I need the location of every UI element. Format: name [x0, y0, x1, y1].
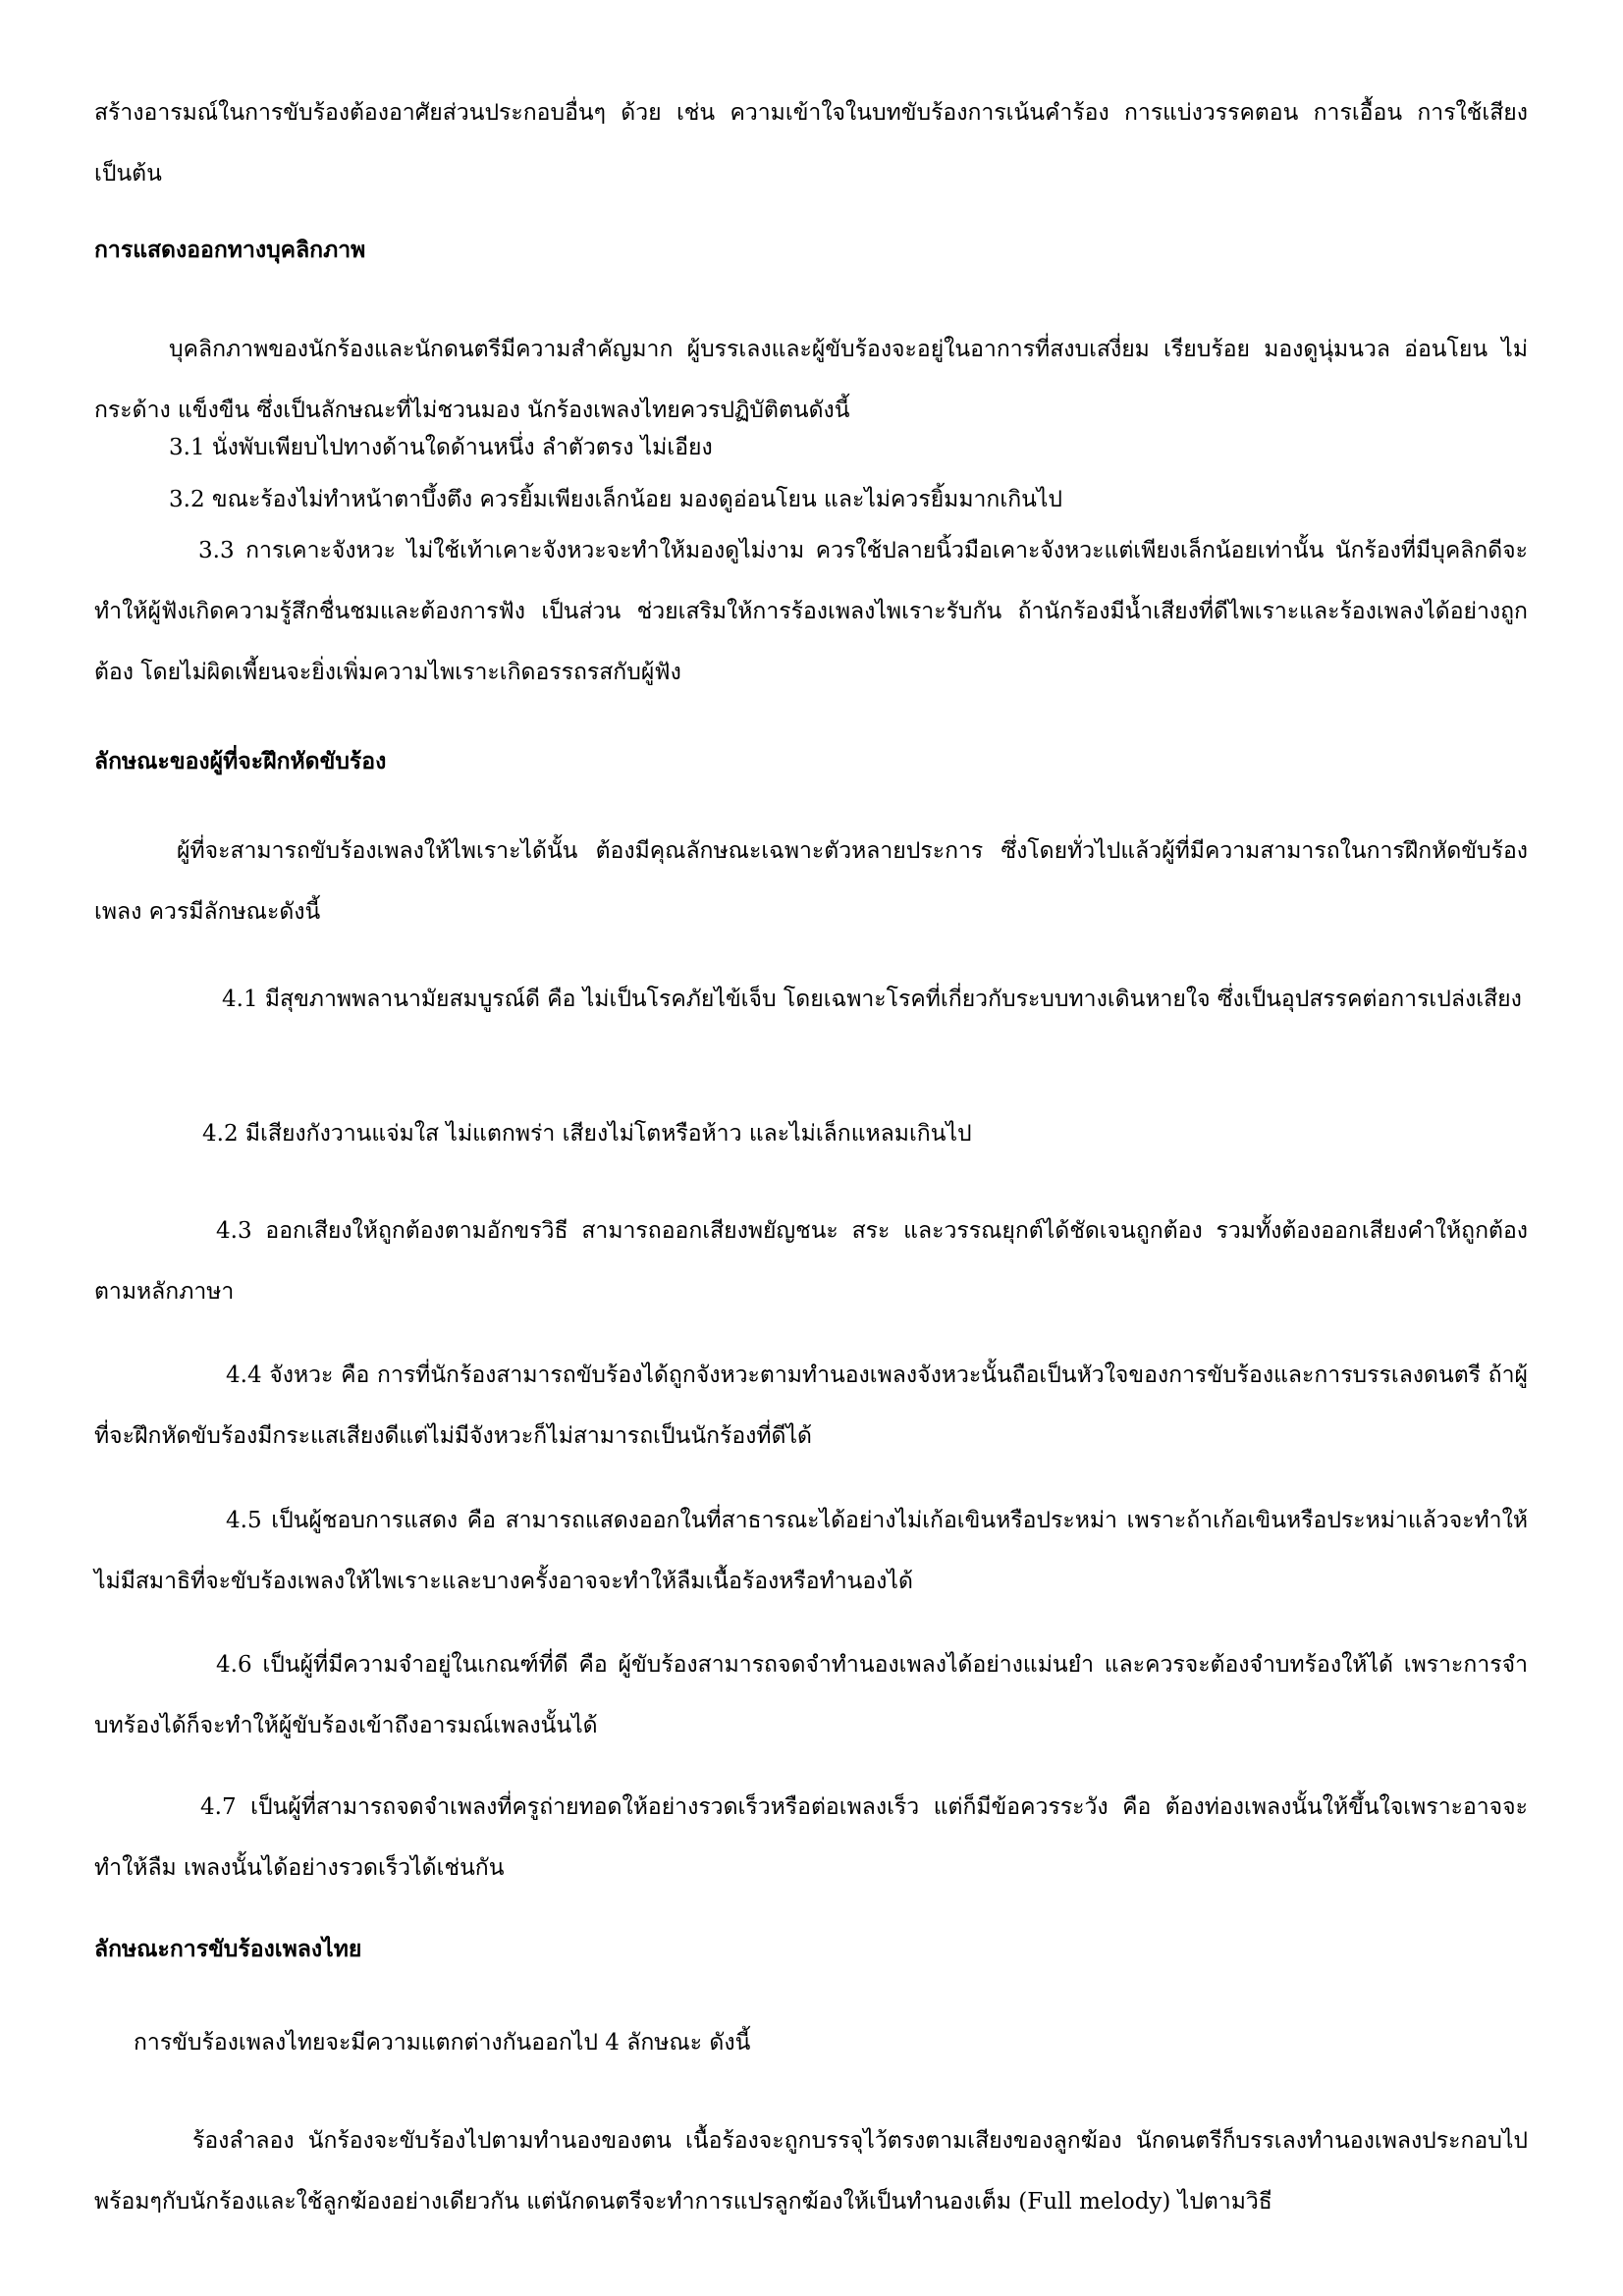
- heading-personality: การแสดงออกทางบุคลิกภาพ: [94, 237, 366, 263]
- trainee-item-4-4: 4.4 จังหวะ คือ การที่นักร้องสามารถขับร้องได้ถูกจังหวะตามทำนองเพลงจังหวะนั้นถือเป็นหัวใจของการขับร้องและการบรรเลงดนตรี ถ้าผู้ที่จะฝึกหัดขับร้องมีกระแสเสียงดีแต่ไม่มีจังหวะก็ไม่สามารถเป็นนักร้องที่ดีได้: [94, 1362, 1528, 1449]
- trainee-item-4-2: 4.2 มีเสียงกังวานแจ่มใส ไม่แตกพร่า เสียงไม่โตหรือห้าว และไม่เล็กแหลมเกินไป: [202, 1121, 972, 1147]
- personality-item-3-2: 3.2 ขณะร้องไม่ทำหน้าตาบึ้งตึง ควรยิ้มเพียงเล็กน้อย มองดูอ่อนโยน และไม่ควรยิ้มมากเกินไป: [169, 487, 1063, 512]
- trainee-item-4-6: 4.6 เป็นผู้ที่มีความจำอยู่ในเกณฑ์ที่ดี คือ ผู้ขับร้องสามารถจดจำทำนองเพลงได้อย่างแม่นยำ และควรจะต้องจำบทร้องให้ได้ เพราะการจำบทร้องได้ก็จะทำให้ผู้ขับร้องเข้าถึงอารมณ์เพลงนั้นได้: [94, 1652, 1528, 1738]
- trainee-item-4-5: 4.5 เป็นผู้ชอบการแสดง คือ สามารถแสดงออกในที่สาธารณะได้อย่างไม่เก้อเขินหรือประหม่า เพราะถ้าเก้อเขินหรือประหม่าแล้วจะทำให้ไม่มีสมาธิที่จะขับร้องเพลงให้ไพเราะและบางครั้งอาจจะทำให้ลืมเนื้อร้องหรือทำนองได้: [94, 1508, 1528, 1594]
- trainee-paragraph: ผู้ที่จะสามารถขับร้องเพลงให้ไพเราะได้นั้น ต้องมีคุณลักษณะเฉพาะตัวหลายประการ ซึ่งโดยทั่วไปแล้วผู้ที่มีความสามารถในการฝึกหัดขับร้องเพลง ควรมีลักษณะดังนี้: [94, 838, 1528, 925]
- heading-trainee: ลักษณะของผู้ที่จะฝึกหัดขับร้อง: [94, 748, 387, 774]
- trainee-item-4-1: 4.1 มีสุขภาพพลานามัยสมบูรณ์ดี คือ ไม่เป็นโรคภัยไข้เจ็บ โดยเฉพาะโรคที่เกี่ยวกับระบบทางเดินหายใจ ซึ่งเป็นอุปสรรคต่อการเปล่งเสียง: [222, 987, 1522, 1012]
- heading-singing: ลักษณะการขับร้องเพลงไทย: [94, 1936, 362, 1962]
- personality-item-3-3: 3.3 การเคาะจังหวะ ไม่ใช้เท้าเคาะจังหวะจะทำให้มองดูไม่งาม ควรใช้ปลายนิ้วมือเคาะจังหวะแต่เพียงเล็กน้อยเท่านั้น นักร้องที่มีบุคลิกดีจะทำให้ผู้ฟังเกิดความรู้สึกชื่นชมและต้องการฟัง เป็นส่วน ช่วยเสริมให้การร้องเพลงไพเราะรับกัน ถ้านักร้องมีน้ำเสียงที่ดีไพเราะและร้องเพลงได้อย่างถูกต้อง โดยไม่ผิดเพี้ยนจะยิ่งเพิ่มความไพเราะเกิดอรรถรสกับผู้ฟัง: [94, 538, 1528, 685]
- personality-item-3-1: 3.1 นั่งพับเพียบไปทางด้านใดด้านหนึ่ง ลำตัวตรง ไม่เอียง: [169, 435, 713, 460]
- singing-last-paragraph: ร้องลำลอง นักร้องจะขับร้องไปตามทำนองของตน เนื้อร้องจะถูกบรรจุไว้ตรงตามเสียงของลูกฆ้อง นักดนตรีก็บรรเลงทำนองเพลงประกอบไปพร้อมๆกับนักร้องและใช้ลูกฆ้องอย่างเดียวกัน แต่นักดนตรีจะทำการแปรลูกฆ้องให้เป็นทำนองเต็ม (Full melody) ไปตามวิธี: [94, 2128, 1528, 2215]
- trainee-item-4-7: 4.7 เป็นผู้ที่สามารถจดจำเพลงที่ครูถ่ายทอดให้อย่างรวดเร็วหรือต่อเพลงเร็ว แต่ก็มีข้อควรระวัง คือ ต้องท่องเพลงนั้นให้ขึ้นใจเพราะอาจจะทำให้ลืม เพลงนั้นได้อย่างรวดเร็วได้เช่นกัน: [94, 1794, 1528, 1881]
- intro-paragraph: สร้างอารมณ์ในการขับร้องต้องอาศัยส่วนประกอบอื่นๆ ด้วย เช่น ความเข้าใจในบทขับร้องการเน้นคำร้อง การแบ่งวรรคตอน การเอื้อน การใช้เสียง เป็นต้น: [94, 100, 1528, 187]
- singing-paragraph: การขับร้องเพลงไทยจะมีความแตกต่างกันออกไป 4 ลักษณะ ดังนี้: [134, 2030, 751, 2056]
- trainee-item-4-3: 4.3 ออกเสียงให้ถูกต้องตามอักขรวิธี สามารถออกเสียงพยัญชนะ สระ และวรรณยุกต์ได้ชัดเจนถูกต้อง รวมทั้งต้องออกเสียงคำให้ถูกต้องตามหลักภาษา: [94, 1218, 1528, 1305]
- personality-paragraph: บุคลิกภาพของนักร้องและนักดนตรีมีความสำคัญมาก ผู้บรรเลงและผู้ขับร้องจะอยู่ในอาการที่สงบเสงี่ยม เรียบร้อย มองดูนุ่มนวล อ่อนโยน ไม่กระด้าง แข็งขืน ซึ่งเป็นลักษณะที่ไม่ชวนมอง นักร้องเพลงไทยควรปฏิบัติตนดังนี้: [94, 337, 1528, 423]
